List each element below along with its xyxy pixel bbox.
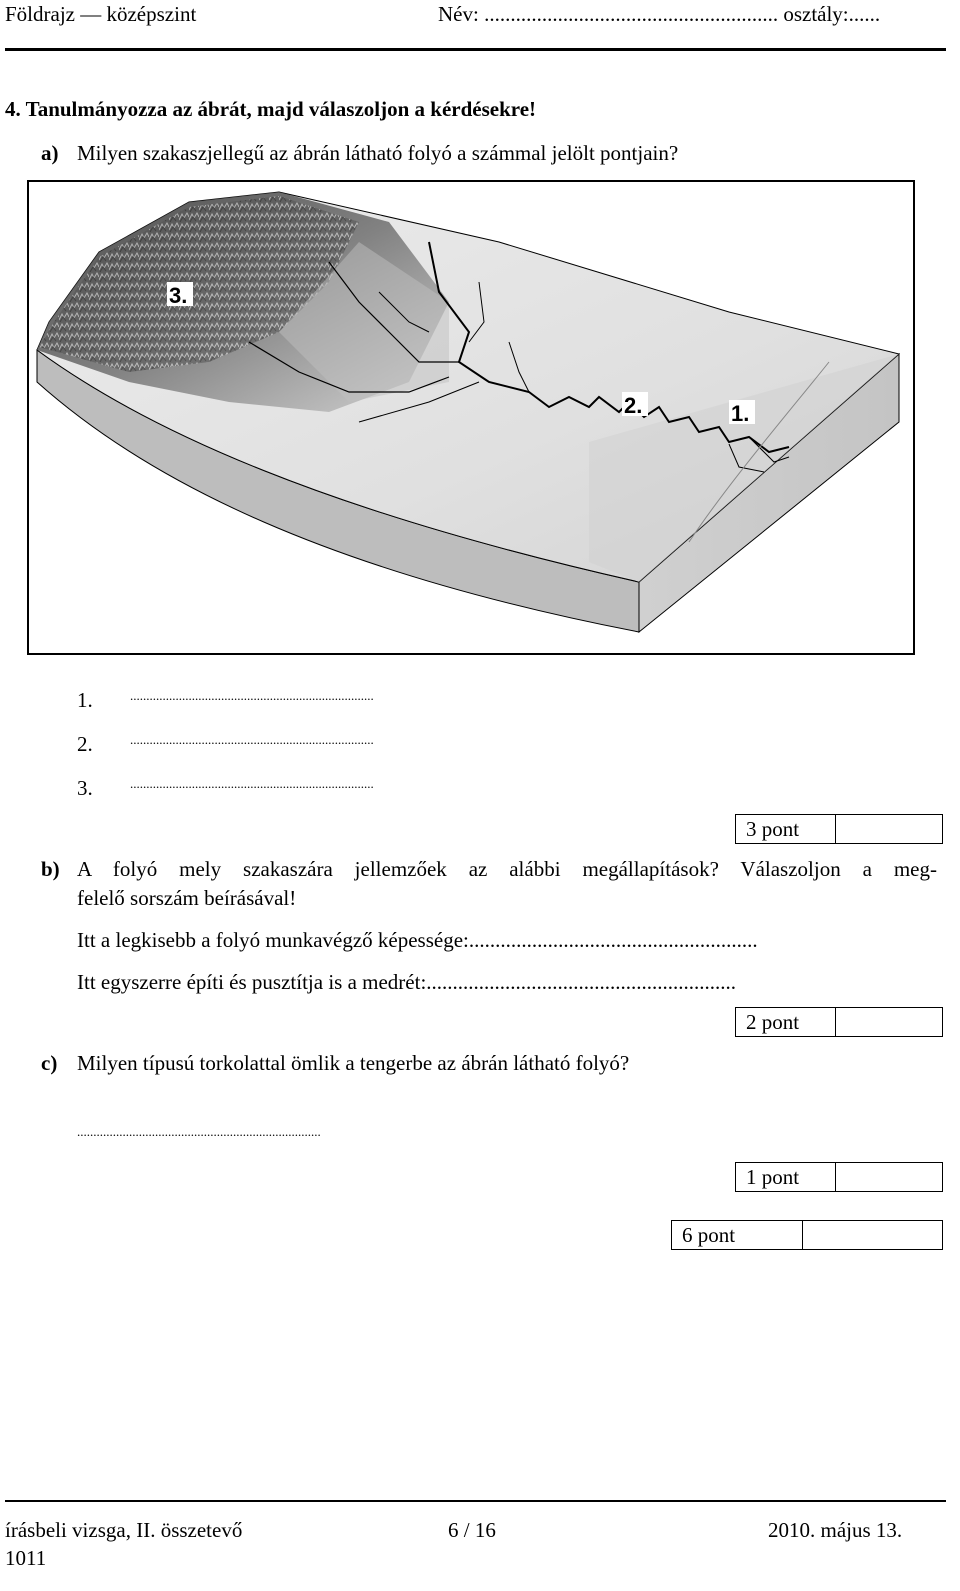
- part-c-answer-dots[interactable]: ...........................................................................: [77, 1124, 321, 1139]
- points-box-total: [671, 1220, 943, 1250]
- question-title: 4. Tanulmányozza az ábrát, majd válaszoljon a kérdésekre!: [5, 97, 537, 121]
- part-b-line2: felelő sorszám beírásával!: [77, 886, 297, 910]
- points-label-total: 6 pont: [672, 1221, 803, 1249]
- header-subject: Földrajz — középszint: [5, 2, 197, 26]
- block-diagram-svg: [29, 182, 913, 653]
- points-score-a[interactable]: [836, 815, 942, 843]
- footer-rule: [5, 1500, 946, 1502]
- points-score-c[interactable]: [836, 1163, 942, 1191]
- points-box-a: [735, 814, 943, 844]
- points-box-b: [735, 1007, 943, 1037]
- points-label-c: 1 pont: [736, 1163, 836, 1191]
- points-label-a: 3 pont: [736, 815, 836, 843]
- answer-2-dots[interactable]: ...........................................................................: [130, 732, 374, 747]
- part-b-item1[interactable]: Itt a legkisebb a folyó munkavégző képessége:.......................................................: [77, 928, 758, 952]
- figure-label-1: 1.: [731, 401, 750, 426]
- river-block-diagram: [27, 180, 915, 655]
- part-a-question: Milyen szakaszjellegű az ábrán látható folyó a számmal jelölt pontjain?: [77, 141, 679, 165]
- footer-date: 2010. május 13.: [768, 1518, 903, 1542]
- footer-exam-name: írásbeli vizsga, II. összetevő: [5, 1518, 243, 1542]
- points-label-b: 2 pont: [736, 1008, 836, 1036]
- answer-3-dots[interactable]: ...........................................................................: [130, 776, 374, 791]
- part-b-letter: b): [41, 857, 60, 881]
- answer-2-num: 2.: [77, 732, 93, 756]
- answer-3-num: 3.: [77, 776, 93, 800]
- part-c-question: Milyen típusú torkolattal ömlik a tengerbe az ábrán látható folyó?: [77, 1051, 630, 1075]
- footer-page-number: 6 / 16: [448, 1518, 496, 1542]
- points-score-total[interactable]: [803, 1221, 942, 1249]
- part-c-letter: c): [41, 1051, 58, 1075]
- figure-label-2: 2.: [624, 393, 643, 418]
- part-a-letter: a): [41, 141, 59, 165]
- part-b-item2[interactable]: Itt egyszerre építi és pusztítja is a medrét:...........................................................: [77, 970, 737, 994]
- footer-code: 1011: [5, 1546, 47, 1570]
- header-rule: [5, 48, 946, 51]
- part-b-line1: A folyó mely szakaszára jellemzőek az alábbi megállapítások? Válaszoljon a meg-: [77, 857, 937, 881]
- header-name-field: Név: ........................................................ osztály:......: [438, 2, 881, 26]
- answer-1-num: 1.: [77, 688, 93, 712]
- points-box-c: [735, 1162, 943, 1192]
- points-score-b[interactable]: [836, 1008, 942, 1036]
- figure-label-3: 3.: [169, 283, 188, 308]
- answer-1-dots[interactable]: ...........................................................................: [130, 688, 374, 703]
